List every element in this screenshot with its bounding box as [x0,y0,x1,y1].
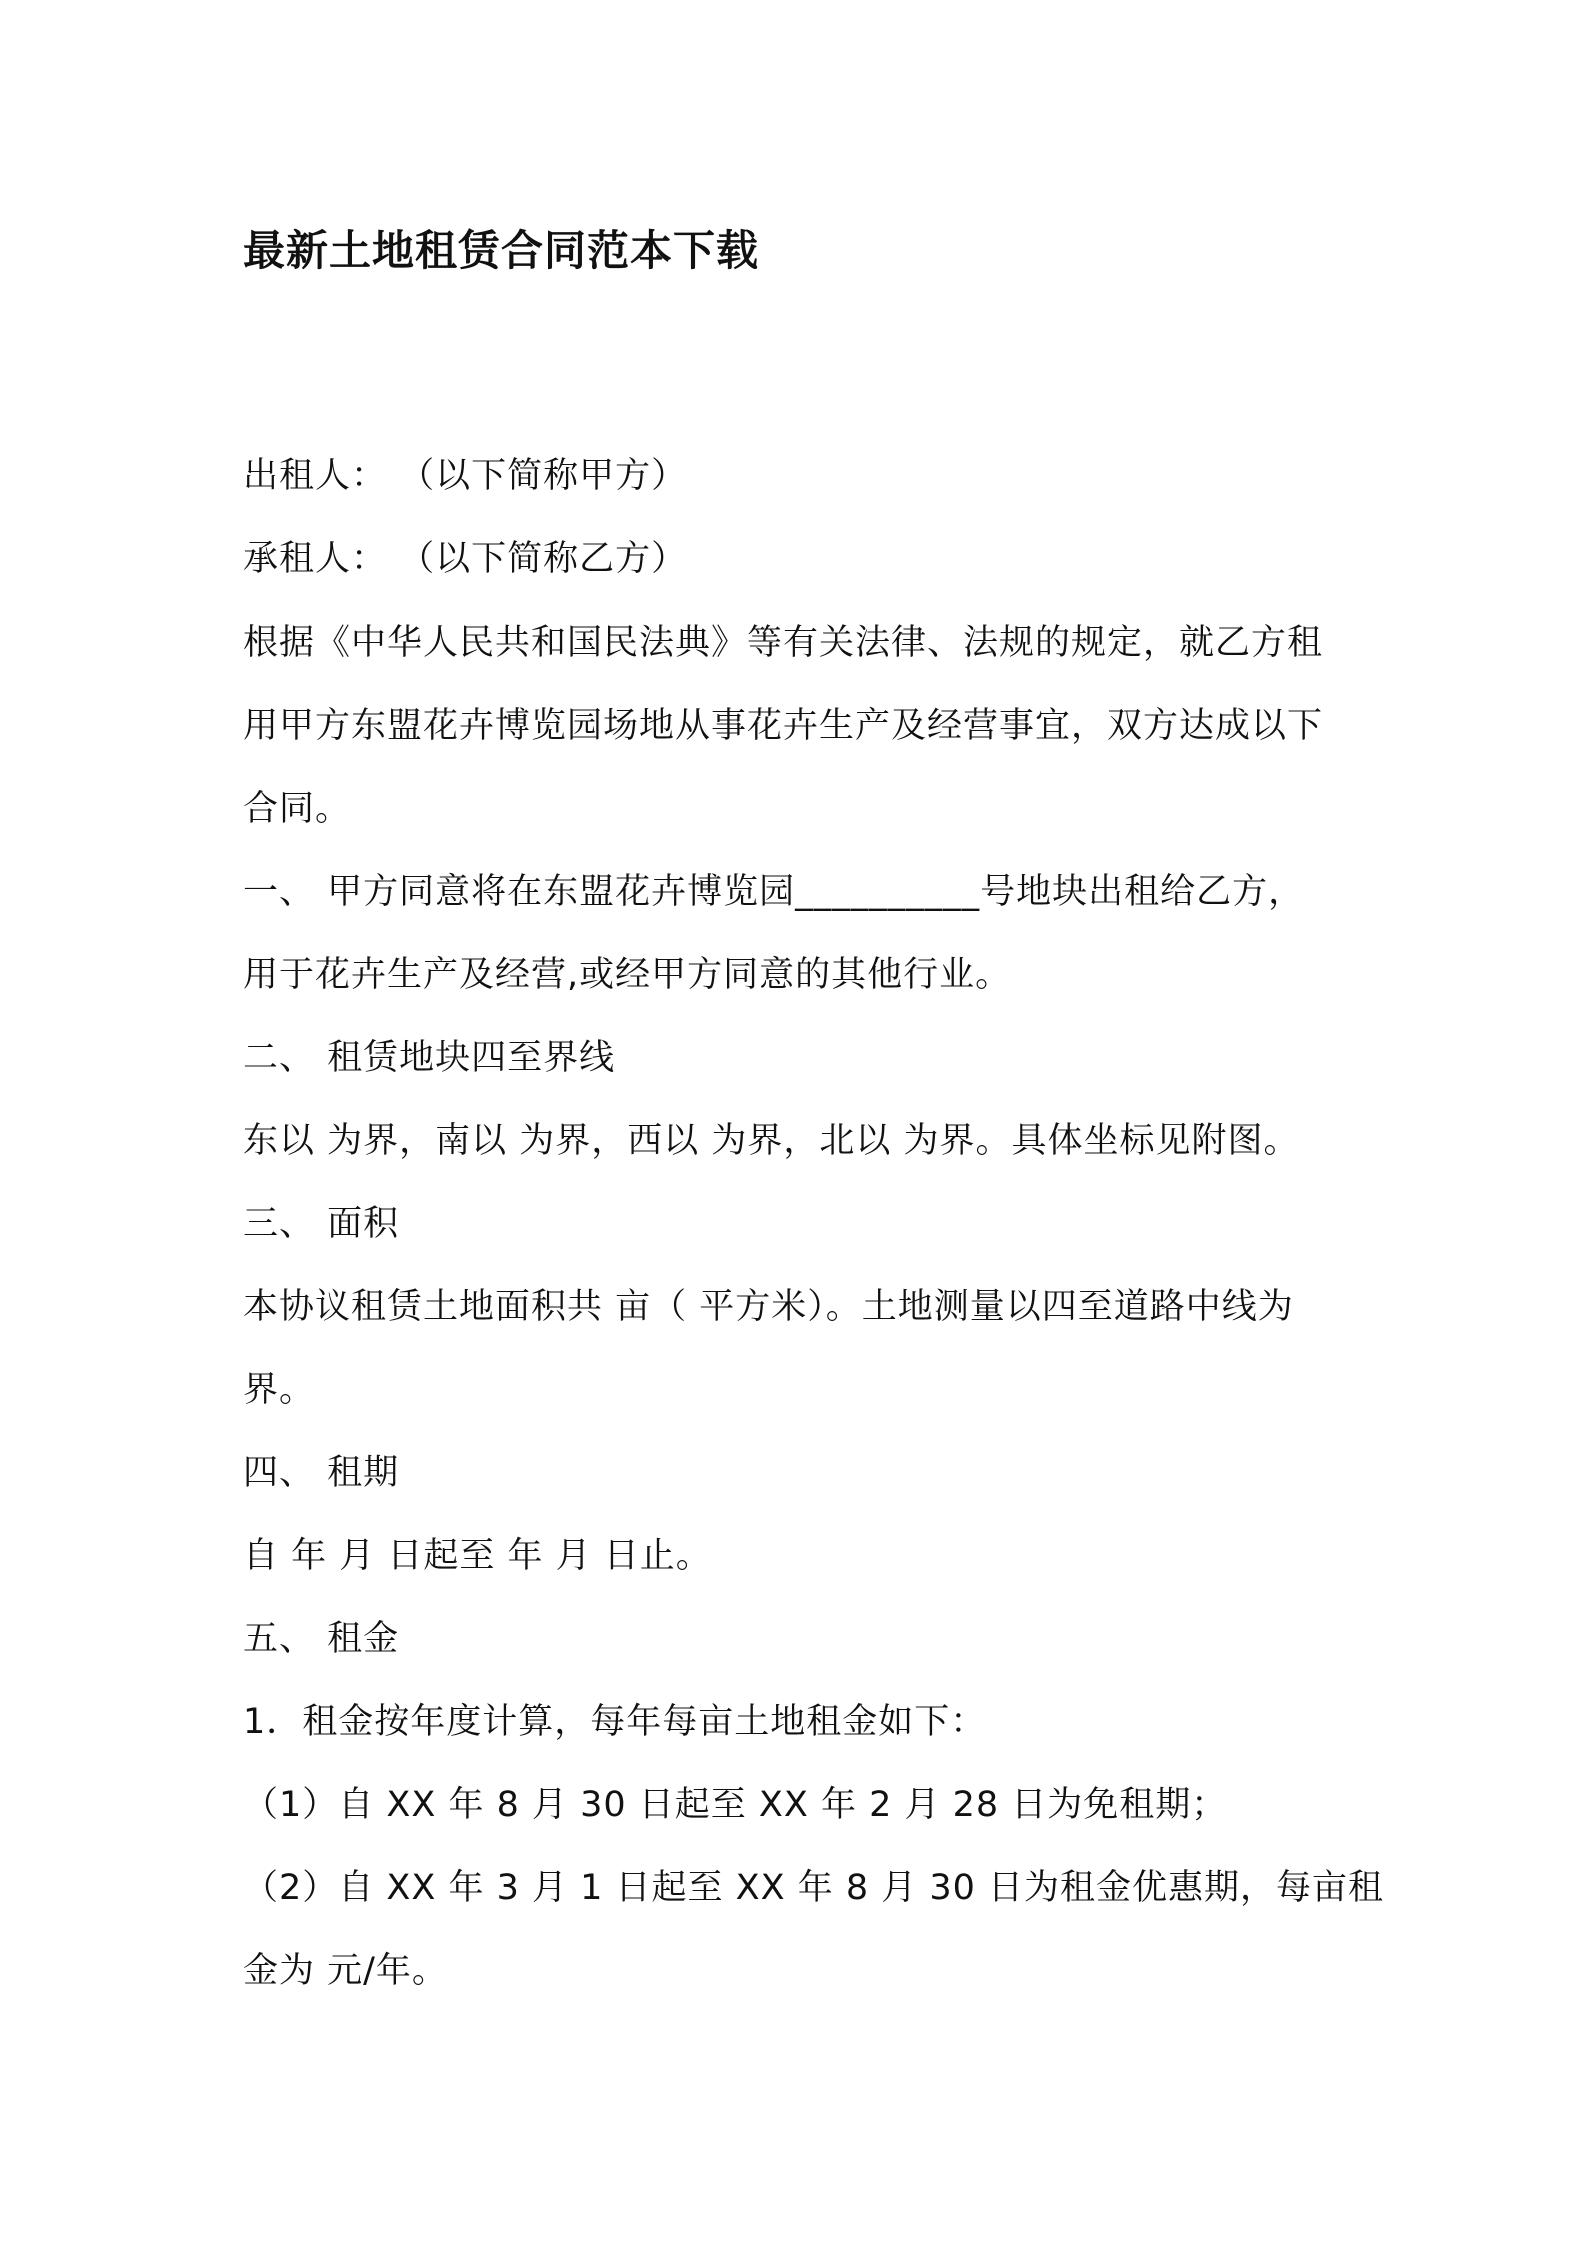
section-heading: 二、 租赁地块四至界线 [243,1038,616,1078]
section-heading: 三、 面积 [243,1204,400,1244]
section-heading: 四、 租期 [243,1453,400,1493]
body-line: 用于花卉生产及经营,或经甲方同意的其他行业。 [243,955,1012,995]
section-heading: 一、 甲方同意将在东盟花卉博览园__________号地块出租给乙方， [243,872,1305,912]
body-line: 1．租金按年度计算，每年每亩土地租金如下： [243,1702,987,1742]
body-line: 出租人： （以下简称甲方） [243,456,688,496]
body-line: （1）自 XX 年 8 月 30 日起至 XX 年 2 月 28 日为免租期； [243,1785,1228,1825]
body-line: 用甲方东盟花卉博览园场地从事花卉生产及经营事宜，双方达成以下 [243,706,1324,746]
body-line: （2）自 XX 年 3 月 1 日起至 XX 年 8 月 30 日为租金优惠期，每亩租 [243,1868,1385,1908]
section-heading: 五、 租金 [243,1619,400,1659]
body-line: 根据《中华人民共和国民法典》等有关法律、法规的规定，就乙方租 [243,623,1324,663]
page-title: 最新土地租赁合同范本下载 [243,226,760,275]
body-line: 东以 为界，南以 为界，西以 为界，北以 为界。具体坐标见附图。 [243,1121,1300,1161]
body-line: 合同。 [243,789,352,829]
body-line: 自 年 月 日起至 年 月 日止。 [243,1536,712,1576]
body-line: 本协议租赁土地面积共 亩（ 平方米）。土地测量以四至道路中线为 [243,1287,1294,1327]
body-line: 承租人： （以下简称乙方） [243,539,688,579]
body-line: 界。 [243,1370,316,1410]
body-line: 金为 元/年。 [243,1951,448,1991]
